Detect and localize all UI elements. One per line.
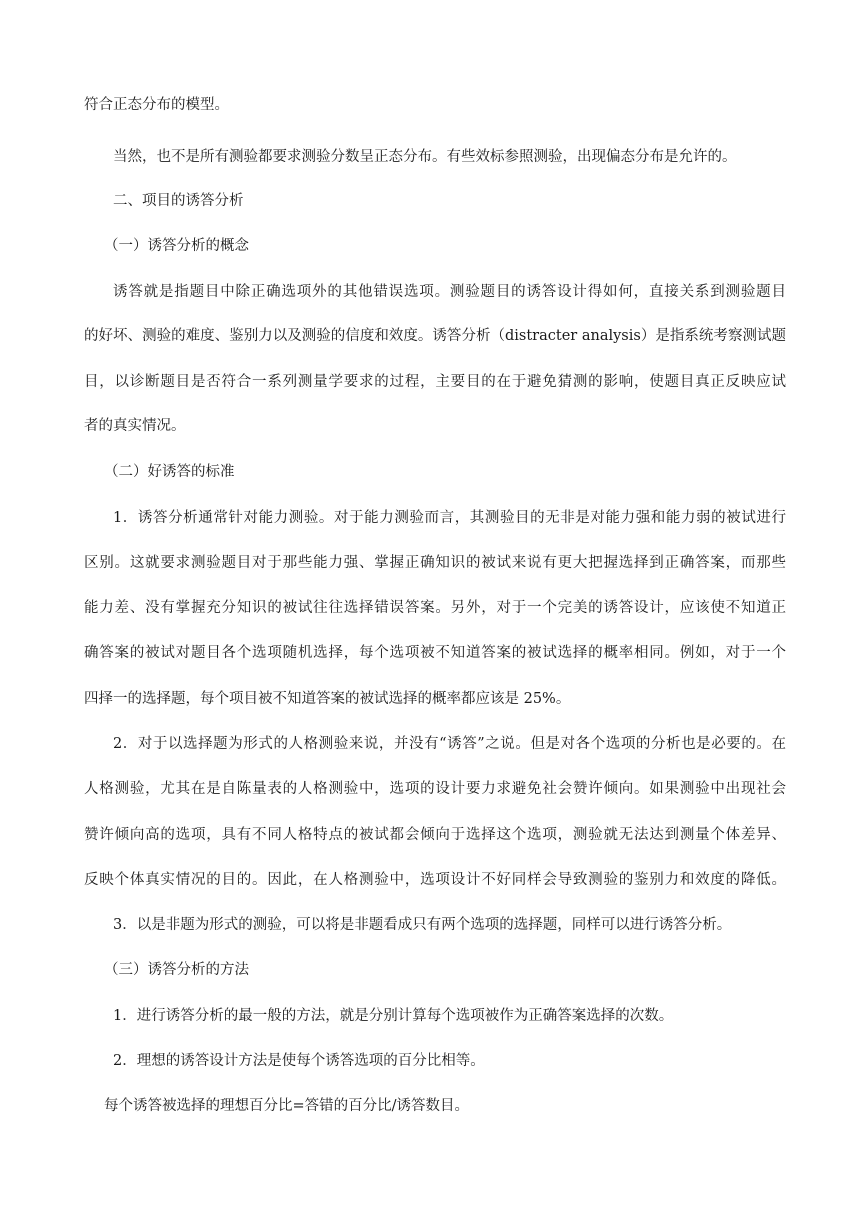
paragraph-line: 1．进行诱答分析的最一般的方法，就是分别计算每个选项被作为正确答案选择的次数。 <box>113 1008 674 1024</box>
paragraph-line: 者的真实情况。 <box>84 418 186 434</box>
formula-line: 每个诱答被选择的理想百分比=答错的百分比/诱答数目。 <box>104 1098 470 1114</box>
paragraph-line: 符合正态分布的模型。 <box>84 97 229 113</box>
paragraph-line: 反映个体真实情况的目的。因此，在人格测验中，选项设计不好同样会导致测验的鉴别力和效度的降低。 <box>84 872 786 888</box>
paragraph-line: 3．以是非题为形式的测验，可以将是非题看成只有两个选项的选择题，同样可以进行诱答分析。 <box>113 917 732 933</box>
subsection-heading: （一）诱答分析的概念 <box>104 238 249 254</box>
paragraph-line: 人格测验，尤其在是自陈量表的人格测验中，选项的设计要力求避免社会赞许倾向。如果测验中出现社会 <box>84 781 786 797</box>
paragraph-line: 当然，也不是所有测验都要求测验分数呈正态分布。有些效标参照测验，出现偏态分布是允许的。 <box>113 149 737 165</box>
section-heading: 二、项目的诱答分析 <box>113 193 244 209</box>
paragraph-line: 2．理想的诱答设计方法是使每个诱答选项的百分比相等。 <box>113 1053 485 1069</box>
paragraph-line: 四择一的选择题，每个项目被不知道答案的被试选择的概率都应该是 25%。 <box>84 691 571 707</box>
subsection-heading: （二）好诱答的标准 <box>104 464 235 480</box>
paragraph-line: 能力差、没有掌握充分知识的被试往往选择错误答案。另外，对于一个完美的诱答设计，应该使不知道正 <box>84 600 786 616</box>
paragraph-line: 赞许倾向高的选项，具有不同人格特点的被试都会倾向于选择这个选项，测验就无法达到测量个体差异、 <box>84 827 786 843</box>
paragraph-line: 的好坏、测验的难度、鉴别力以及测验的信度和效度。诱答分析（distracter analysis）是指系统考察测试题 <box>84 328 786 344</box>
paragraph-line: 确答案的被试对题目各个选项随机选择，每个选项被不知道答案的被试选择的概率相同。例如，对于一个 <box>84 645 786 661</box>
subsection-heading: （三）诱答分析的方法 <box>104 962 249 978</box>
paragraph-line: 区别。这就要求测验题目对于那些能力强、掌握正确知识的被试来说有更大把握选择到正确答案，而那些 <box>84 555 786 571</box>
paragraph-line: 诱答就是指题目中除正确选项外的其他错误选项。测验题目的诱答设计得如何，直接关系到测验题目 <box>113 284 786 300</box>
paragraph-line: 2．对于以选择题为形式的人格测验来说，并没有“诱答”之说。但是对各个选项的分析也是必要的。在 <box>113 736 786 752</box>
paragraph-line: 1．诱答分析通常针对能力测验。对于能力测验而言，其测验目的无非是对能力强和能力弱的被试进行 <box>113 510 786 526</box>
paragraph-line: 目，以诊断题目是否符合一系列测量学要求的过程，主要目的在于避免猜测的影响，使题目真正反映应试 <box>84 374 786 390</box>
